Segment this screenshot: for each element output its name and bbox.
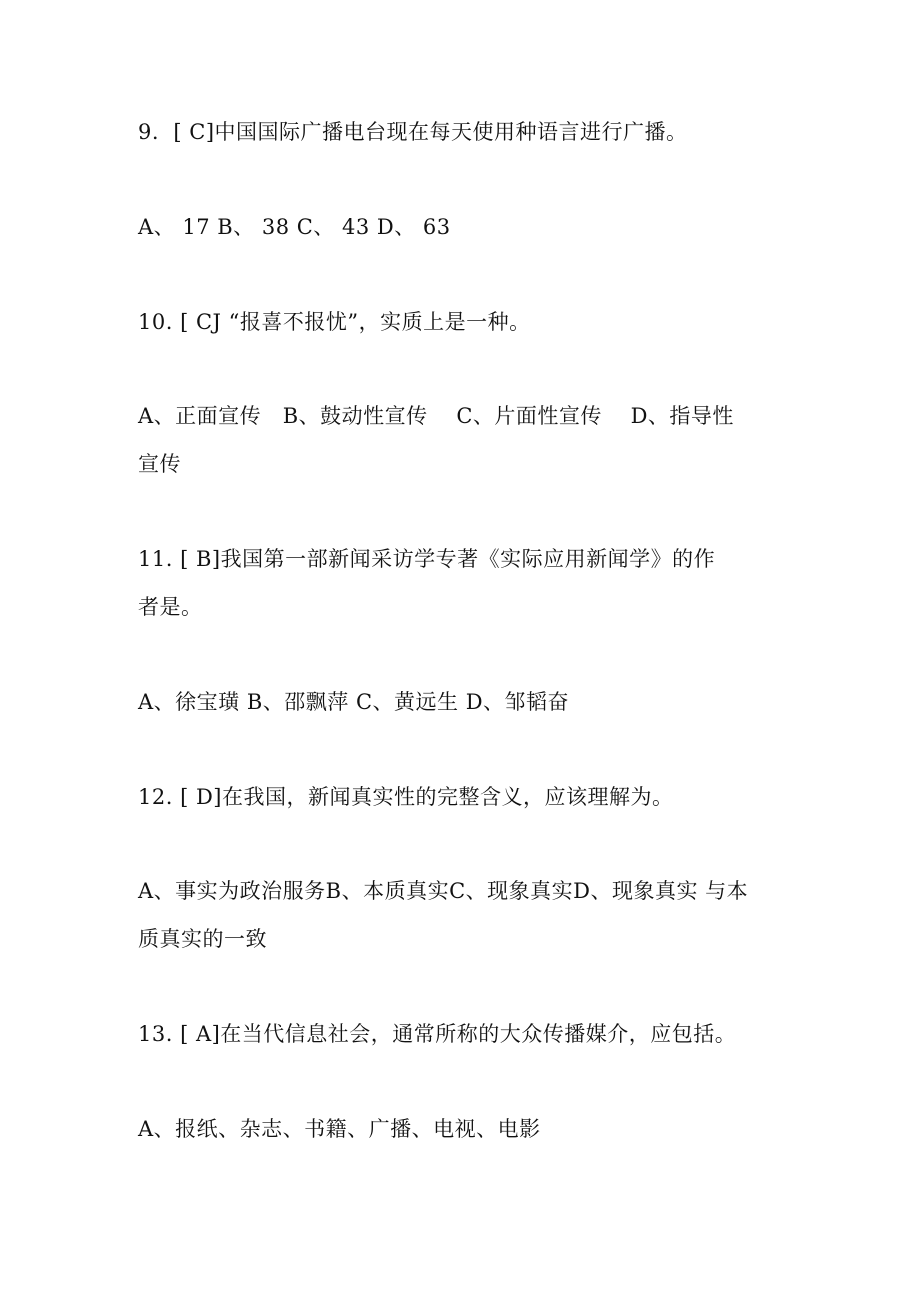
question-13-options: A、报纸、杂志、书籍、广播、电视、电影 — [138, 1117, 541, 1141]
question-9-options: A、 17 B、 38 C、 43 D、 63 — [138, 215, 451, 239]
question-11-stem-line1: 11. [ B]我国第一部新闻采访学专著《实际应用新闻学》的作 — [138, 547, 716, 571]
question-12-stem: 12. [ D]在我国，新闻真实性的完整含义，应该理解为。 — [138, 785, 674, 809]
question-12-options-line1: A、事实为政治服务B、本质真实C、现象真实D、现象真实 与本 — [138, 879, 749, 903]
question-11-options: A、徐宝璜 B、邵飘萍 C、黄远生 D、邹韬奋 — [138, 690, 570, 714]
question-13-stem: 13. [ A]在当代信息社会，通常所称的大众传播媒介，应包括。 — [138, 1022, 737, 1046]
question-9-stem: 9. [ C]中国国际广播电台现在每天使用种语言进行广播。 — [138, 120, 688, 144]
question-12-options-line2: 质真实的一致 — [138, 927, 267, 951]
question-10-options-line2: 宣传 — [138, 452, 181, 476]
question-10-options-line1: A、正面宣传 B、鼓动性宣传 C、片面性宣传 D、指导性 — [138, 404, 734, 428]
question-10-stem: 10. [ CJ “报喜不报忧”，实质上是一种。 — [138, 310, 531, 334]
question-11-stem-line2: 者是。 — [138, 595, 203, 619]
